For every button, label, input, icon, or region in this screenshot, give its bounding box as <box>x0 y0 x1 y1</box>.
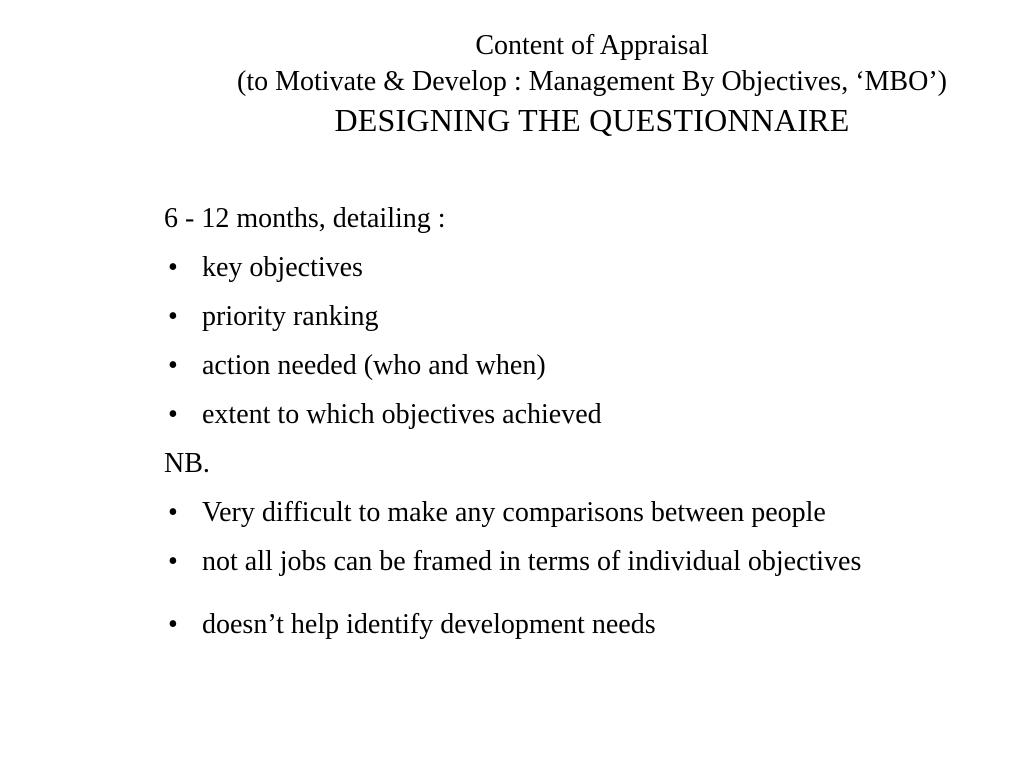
bullet-icon: • <box>168 301 178 332</box>
intro-text <box>164 194 1024 243</box>
list-item <box>164 341 1024 390</box>
list-item-text: doesn’t help identify development needs <box>202 609 656 640</box>
slide-body <box>164 194 1024 649</box>
list-item <box>164 600 1024 649</box>
nb-label: NB. <box>164 448 210 479</box>
slide-title <box>160 28 1024 140</box>
list-item-text: action needed (who and when) <box>202 350 546 381</box>
bullet-icon: • <box>168 609 178 640</box>
list-item <box>164 292 1024 341</box>
title-main: DESIGNING THE QUESTIONNAIRE <box>334 102 850 138</box>
list-item <box>164 537 1024 586</box>
list-item-text: extent to which objectives achieved <box>202 399 602 430</box>
bullet-icon: • <box>168 546 178 577</box>
list-item-text: key objectives <box>202 252 363 283</box>
list-item-text: priority ranking <box>202 301 379 332</box>
list-item <box>164 243 1024 292</box>
list-item <box>164 390 1024 439</box>
nb-heading <box>164 439 1024 488</box>
bullet-icon: • <box>168 497 178 528</box>
list-item <box>164 488 1024 537</box>
title-line-1: Content of Appraisal <box>475 30 709 61</box>
title-line-2: (to Motivate & Develop : Management By Objectives, ‘MBO’) <box>237 66 947 97</box>
bullet-icon: • <box>168 252 178 283</box>
bullet-icon: • <box>168 399 178 430</box>
intro-label: 6 - 12 months, detailing : <box>164 203 446 234</box>
list-item-text: not all jobs can be framed in terms of individual objectives <box>202 546 862 577</box>
list-item-text: Very difficult to make any comparisons between people <box>202 497 826 528</box>
bullet-icon: • <box>168 350 178 381</box>
